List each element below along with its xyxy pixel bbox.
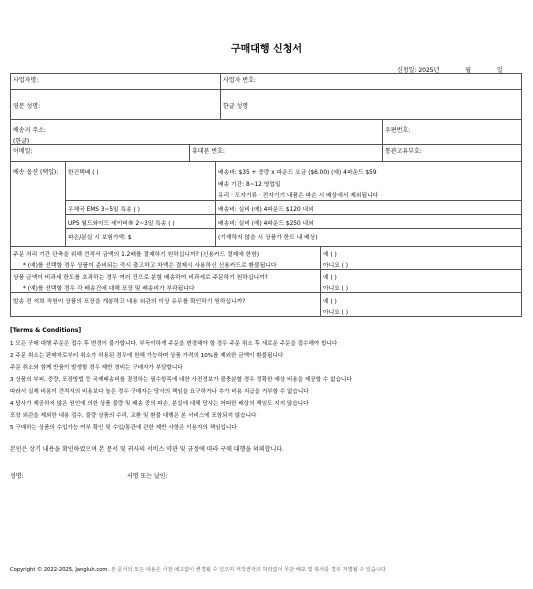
q1-yes-option[interactable]: 예 ( )	[323, 252, 337, 258]
postal-code-label: 우편번호:	[385, 127, 411, 134]
order-form-table	[10, 73, 522, 317]
term-item: 3 상품의 부피, 중량, 포장방법 등 국제배송비를 결정하는 필수항목에 대한 사전정보가 불충분할 경우 정확한 예상 비용을 제공할 수 없습니다	[10, 377, 352, 383]
form-row-q1	[11, 247, 521, 270]
signature-label: 서명 또는 날인:	[127, 473, 168, 480]
page-title: 구매대행 신청서	[230, 44, 303, 55]
confirmation-statement: 본인은 상기 내용을 확인하였으며 본 문서 및 귀사의 서비스 약관 및 규정에 따라 구매 대행을 의뢰합니다.	[10, 446, 284, 453]
term-item: 5 구매하는 상품의 수입가능 여부 확인 및 수입/통관에 관한 제반 사항은 이용자의 책임입니다	[10, 425, 237, 431]
address-korean-label: (한글)	[13, 138, 30, 145]
date-day-label: 일	[496, 67, 503, 74]
form-row-q3	[11, 293, 521, 316]
email-label: 이메일:	[13, 148, 33, 155]
email-field[interactable]	[11, 145, 189, 161]
question-2-note: * (예)를 선택할 경우 각 배송건에 대해 포장 및 배송비가 부과됩니다	[23, 286, 195, 292]
question-3: 발송 전 저희 직원이 상품의 포장을 개봉하고 내용 외관의 이상 유무를 확인하기 원하십니까?	[13, 299, 246, 305]
hanjin-note: 유리 · 도자기류 · 전자기기 내품은 파손 시 배상에서 제외됩니다	[218, 193, 379, 199]
insurance-value-field[interactable]: 파손/분실 시 보험가액: $	[68, 235, 132, 241]
hanjin-period: 배송 기간: 8~12 영업일	[218, 182, 281, 188]
term-item: 2 주문 취소는 판매자로부터 취소가 허용된 경우에 한해 가능하며 상품 가격의 10%를 제외한 금액이 환불됩니다	[10, 353, 284, 359]
business-no-field[interactable]	[220, 74, 521, 89]
question-2: 상품 금액이 비과세 한도를 초과하는 경우 여러 건으로 분할 배송하여 비과세로 주문하기 원하십니까?	[13, 275, 268, 281]
korean-name-label: 한글 성명	[223, 103, 249, 110]
term-item: 포장 외관을 제외한 내용 검수, 불량 상품의 수리, 교환 및 환불 대행은 본 서비스에 포함되지 않습니다	[10, 413, 257, 419]
business-no-label: 사업자 번호:	[223, 77, 256, 84]
english-name-label: 영문 성명:	[13, 103, 41, 110]
date-month-label: 월	[465, 67, 472, 74]
form-row-contact	[11, 145, 521, 162]
term-item: 1 모든 구매 대행 주문은 접수 후 변경이 불가합니다. 부득이하게 주문을 변경해야 할 경우 주문 취소 후 새로운 주문을 접수해야 합니다	[10, 341, 338, 347]
business-name-label: 사업자명:	[13, 77, 39, 84]
signer-name-label: 성명:	[10, 473, 24, 480]
postal-code-field[interactable]	[382, 120, 521, 144]
shipping-options-cell	[11, 162, 65, 246]
address-field[interactable]	[11, 120, 382, 144]
signature-field[interactable]	[127, 471, 168, 480]
customs-code-field[interactable]	[382, 145, 521, 161]
english-name-field[interactable]	[11, 90, 220, 119]
q3-yes-option[interactable]: 예 ( )	[323, 299, 337, 305]
terms-heading: [Terms & Conditions]	[10, 327, 82, 334]
hanjin-cost: 배송비: $35 + 중량 x 파운드 요금 ($6.00) (예) 4파운드 $59	[218, 170, 377, 176]
korean-name-field[interactable]	[220, 90, 521, 119]
shipping-options-label: 배송 옵션 (택일):	[13, 169, 59, 176]
ups-cost: 배송비: 실비 (예) 4파운드 $250 내외	[218, 221, 314, 227]
signer-name-field[interactable]	[10, 471, 24, 480]
customs-code-label: 통관고유부호:	[385, 148, 422, 155]
copyright-notice: 본 문서의 모든 내용은 사전 예고없이 변경될 수 있으며 저작권자의 허락없이 무단 배포 및 복사를 경우 처벌될 수 있습니다	[109, 567, 386, 573]
footer-copyright	[10, 566, 386, 573]
form-row-q2	[11, 270, 521, 293]
q2-no-option[interactable]: 아니요 ( )	[323, 286, 349, 292]
q1-no-option[interactable]: 아니요 ( )	[323, 263, 349, 269]
term-item: 4 당사가 제공하지 않은 원인에 의한 상품 불량 및 배송 중의 파손, 분실에 대해 당사는 어떠한 배상의 책임도 지지 않습니다	[10, 401, 309, 407]
form-row-shipping	[11, 162, 521, 247]
form-row-business	[11, 74, 521, 90]
insurance-note: (기재하지 않을 시 상품가 한도 내 배상)	[218, 235, 318, 241]
option-ups[interactable]: UPS 월드와이드 세이버® 2~3일 특송 ( )	[68, 221, 175, 227]
address-label: 배송지 주소:	[13, 127, 46, 134]
option-ems[interactable]: 우체국 EMS 3~5일 특송 ( )	[68, 207, 140, 213]
ems-cost: 배송비: 실비 (예) 4파운드 $120 내외	[218, 207, 314, 213]
form-row-address	[11, 120, 521, 145]
q2-yes-option[interactable]: 예 ( )	[323, 275, 337, 281]
form-row-names	[11, 90, 521, 120]
copyright-text: Copyright © 2022-2025, Jangluh.com.	[10, 567, 110, 573]
term-item: 주문 취소와 함께 반품이 발생할 경우 제반 경비는 구매자가 부담합니다	[10, 365, 183, 371]
question-1: 주문 처리 기간 단축을 위해 견적서 금액의 1.2배를 결제하기 원하십니까? (신용카드 결제에 한함)	[13, 252, 260, 258]
phone-label: 휴대폰 번호:	[192, 148, 225, 155]
date-label: 신청일: 2025년	[397, 67, 440, 74]
business-name-field[interactable]	[11, 74, 220, 89]
question-1-note: * (예)를 선택할 경우 상품이 준비되는 즉시 출고하고 차액은 결제시 사용하신 신용카드로 환불됩니다	[23, 263, 277, 269]
q3-no-option[interactable]: 아니요 ( )	[323, 310, 349, 316]
term-item: 따라서 실제 비용이 견적서의 비용보다 높은 경우 구매자는 당사의 책임을 요구하거나 추가 비용 지급을 거부할 수 없습니다	[10, 389, 309, 395]
option-hanjin[interactable]: 한진택배 ( )	[68, 170, 99, 176]
phone-field[interactable]	[189, 145, 382, 161]
